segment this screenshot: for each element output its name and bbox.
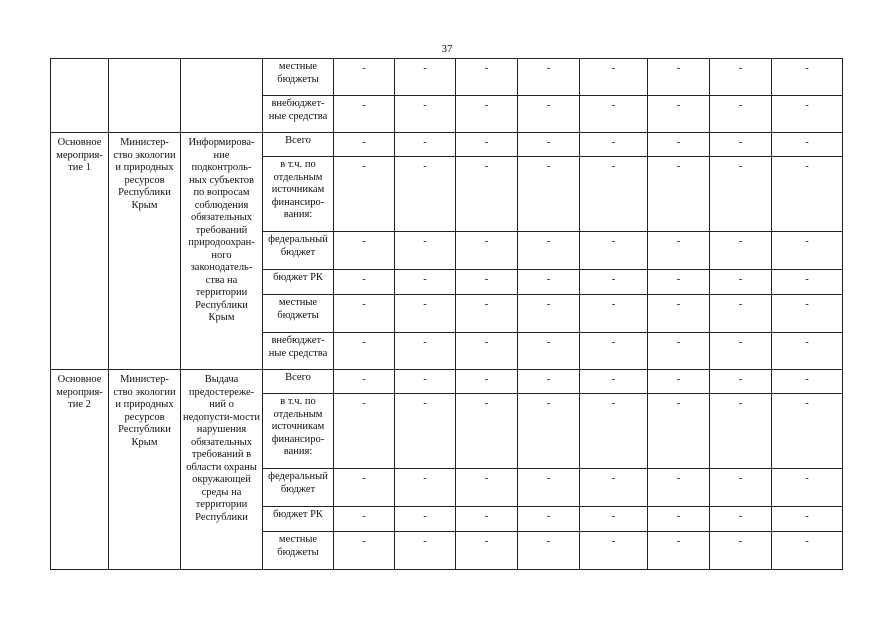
funding-source-cell: внебюджет-ные средства — [263, 333, 334, 370]
value-cell: - — [648, 394, 710, 469]
value-cell: - — [518, 59, 580, 96]
value-cell: - — [580, 469, 648, 507]
value-cell: - — [395, 394, 456, 469]
value-cell: - — [648, 133, 710, 157]
value-cell: - — [456, 133, 518, 157]
value-cell: - — [518, 370, 580, 394]
funding-source-cell: местные бюджеты — [263, 59, 334, 96]
value-cell: - — [518, 295, 580, 333]
value-cell: - — [395, 507, 456, 532]
value-cell: - — [710, 295, 772, 333]
funding-source-cell: федеральный бюджет — [263, 469, 334, 507]
value-cell: - — [395, 133, 456, 157]
value-cell: - — [710, 507, 772, 532]
funding-source-cell: федеральный бюджет — [263, 232, 334, 270]
value-cell: - — [772, 333, 843, 370]
value-cell: - — [395, 157, 456, 232]
funding-source-cell: Всего — [263, 370, 334, 394]
funding-source-cell: внебюджет-ные средства — [263, 96, 334, 133]
value-cell: - — [648, 507, 710, 532]
activity-description-cell: Выдача предостереже-ний о недопусти-мости нарушения обязательных требований в области охраны окружающей среды на территории Республики — [181, 370, 263, 570]
value-cell: - — [395, 370, 456, 394]
value-cell: - — [518, 157, 580, 232]
value-cell: - — [772, 157, 843, 232]
value-cell: - — [395, 96, 456, 133]
value-cell: - — [772, 270, 843, 295]
value-cell: - — [710, 157, 772, 232]
value-cell: - — [648, 469, 710, 507]
value-cell: - — [395, 333, 456, 370]
value-cell: - — [518, 270, 580, 295]
value-cell: - — [334, 507, 395, 532]
value-cell: - — [580, 157, 648, 232]
value-cell: - — [395, 59, 456, 96]
value-cell: - — [710, 232, 772, 270]
value-cell: - — [648, 157, 710, 232]
value-cell: - — [334, 96, 395, 133]
value-cell: - — [710, 270, 772, 295]
value-cell: - — [518, 507, 580, 532]
table-body — [51, 59, 843, 570]
value-cell: - — [334, 295, 395, 333]
activity-name-cell: Основное мероприя-тие 1 — [51, 133, 109, 370]
value-cell: - — [648, 370, 710, 394]
value-cell: - — [580, 59, 648, 96]
value-cell: - — [334, 394, 395, 469]
value-cell: - — [772, 370, 843, 394]
value-cell: - — [648, 532, 710, 570]
value-cell: - — [580, 270, 648, 295]
value-cell: - — [580, 232, 648, 270]
value-cell: - — [518, 532, 580, 570]
value-cell: - — [710, 532, 772, 570]
value-cell: - — [710, 133, 772, 157]
responsible-executor-cell: Министер-ство экологии и природных ресурсов Республики Крым — [109, 370, 181, 570]
value-cell: - — [710, 96, 772, 133]
value-cell: - — [710, 469, 772, 507]
funding-source-cell: местные бюджеты — [263, 532, 334, 570]
value-cell: - — [580, 370, 648, 394]
value-cell: - — [580, 394, 648, 469]
value-cell: - — [456, 333, 518, 370]
value-cell: - — [518, 469, 580, 507]
value-cell: - — [518, 133, 580, 157]
value-cell: - — [395, 232, 456, 270]
value-cell: - — [648, 59, 710, 96]
value-cell: - — [395, 469, 456, 507]
value-cell: - — [518, 394, 580, 469]
value-cell: - — [772, 232, 843, 270]
value-cell: - — [518, 96, 580, 133]
value-cell: - — [456, 157, 518, 232]
value-cell: - — [456, 232, 518, 270]
responsible-executor-cell — [109, 59, 181, 133]
value-cell: - — [710, 370, 772, 394]
funding-source-cell: в т.ч. по отдельным источникам финансиро-вания: — [263, 394, 334, 469]
value-cell: - — [518, 232, 580, 270]
value-cell: - — [456, 507, 518, 532]
value-cell: - — [648, 270, 710, 295]
value-cell: - — [456, 96, 518, 133]
table-row — [51, 370, 843, 394]
table-row — [51, 59, 843, 96]
value-cell: - — [334, 333, 395, 370]
activity-name-cell: Основное мероприя-тие 2 — [51, 370, 109, 570]
activity-description-cell: Информирова-ние подконтроль-ных субъектов по вопросам соблюдения обязательных требований природоохран-ного законодатель-ства на территории Республики Крым — [181, 133, 263, 370]
value-cell: - — [772, 133, 843, 157]
activity-description-cell — [181, 59, 263, 133]
value-cell: - — [334, 270, 395, 295]
value-cell: - — [710, 333, 772, 370]
value-cell: - — [456, 295, 518, 333]
value-cell: - — [648, 96, 710, 133]
value-cell: - — [395, 270, 456, 295]
value-cell: - — [456, 370, 518, 394]
value-cell: - — [334, 133, 395, 157]
value-cell: - — [772, 96, 843, 133]
funding-source-cell: бюджет РК — [263, 270, 334, 295]
value-cell: - — [456, 532, 518, 570]
responsible-executor-cell: Министер-ство экологии и природных ресурсов Республики Крым — [109, 133, 181, 370]
value-cell: - — [334, 59, 395, 96]
value-cell: - — [772, 469, 843, 507]
value-cell: - — [772, 507, 843, 532]
activity-name-cell — [51, 59, 109, 133]
value-cell: - — [334, 370, 395, 394]
page-number: 37 — [441, 43, 453, 55]
value-cell: - — [334, 469, 395, 507]
value-cell: - — [456, 469, 518, 507]
value-cell: - — [395, 295, 456, 333]
value-cell: - — [456, 394, 518, 469]
value-cell: - — [334, 532, 395, 570]
value-cell: - — [518, 333, 580, 370]
funding-source-cell: бюджет РК — [263, 507, 334, 532]
value-cell: - — [772, 295, 843, 333]
value-cell: - — [772, 59, 843, 96]
value-cell: - — [334, 232, 395, 270]
value-cell: - — [772, 532, 843, 570]
value-cell: - — [648, 295, 710, 333]
value-cell: - — [580, 133, 648, 157]
value-cell: - — [710, 394, 772, 469]
funding-source-cell: местные бюджеты — [263, 295, 334, 333]
value-cell: - — [648, 232, 710, 270]
funding-source-cell: в т.ч. по отдельным источникам финансиро-вания: — [263, 157, 334, 232]
table-row — [51, 133, 843, 157]
value-cell: - — [395, 532, 456, 570]
value-cell: - — [580, 532, 648, 570]
value-cell: - — [772, 394, 843, 469]
value-cell: - — [648, 333, 710, 370]
value-cell: - — [580, 507, 648, 532]
financing-table — [50, 58, 843, 570]
funding-source-cell: Всего — [263, 133, 334, 157]
value-cell: - — [334, 157, 395, 232]
value-cell: - — [580, 295, 648, 333]
value-cell: - — [580, 333, 648, 370]
value-cell: - — [456, 270, 518, 295]
value-cell: - — [580, 96, 648, 133]
value-cell: - — [456, 59, 518, 96]
value-cell: - — [710, 59, 772, 96]
